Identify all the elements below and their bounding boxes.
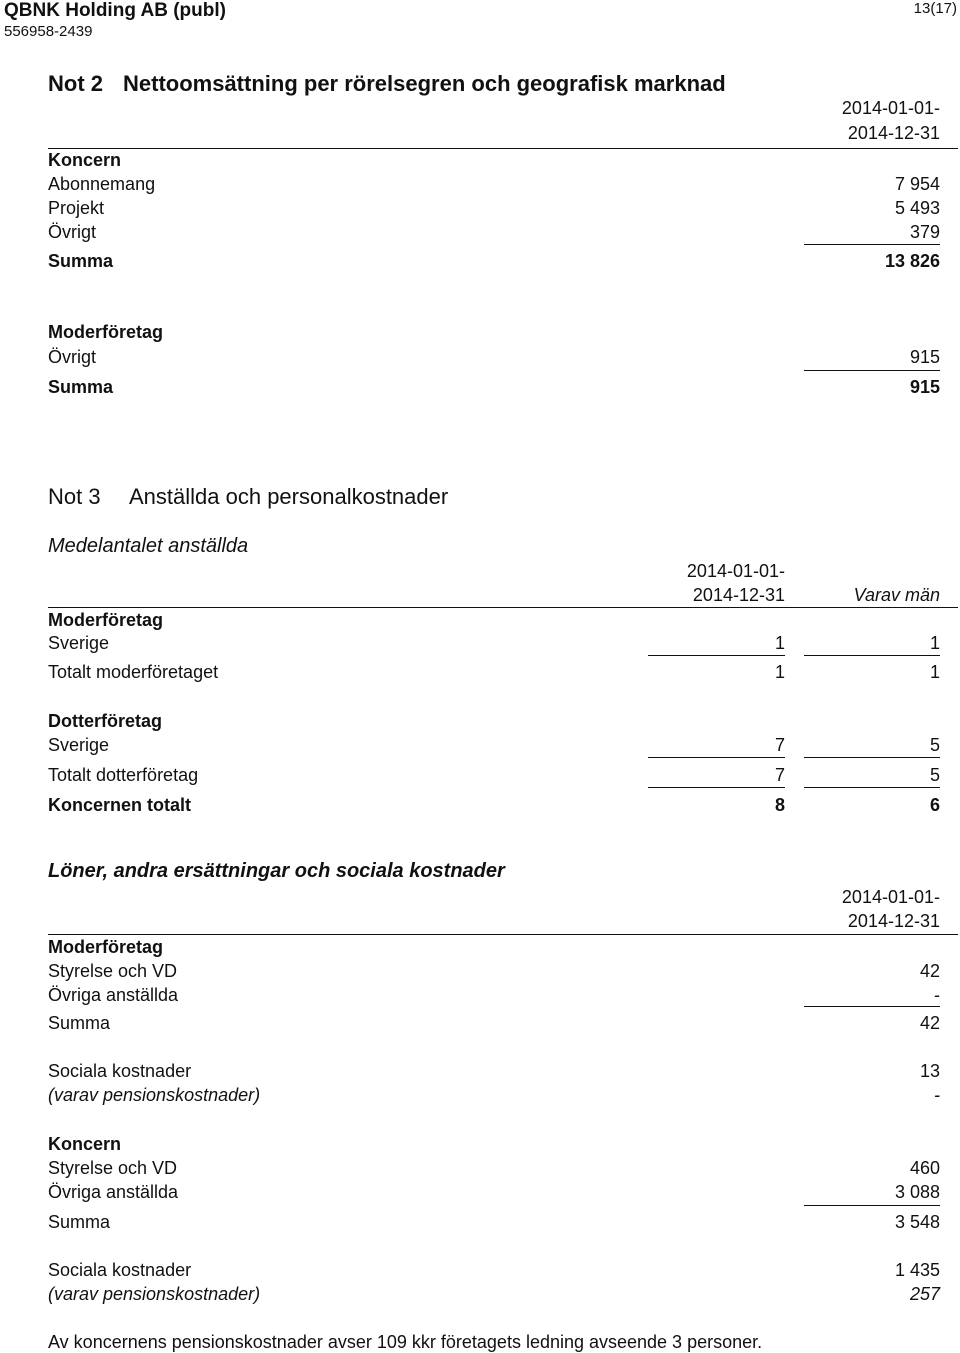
employees-moder-total-v1: 1 xyxy=(774,662,785,682)
note2-koncern-sum-rule xyxy=(804,244,940,245)
salaries-koncern-sum-value: 3 548 xyxy=(894,1212,940,1232)
salaries-koncern-pension-value: 257 xyxy=(909,1284,940,1304)
salaries-koncern-sum-label: Summa xyxy=(48,1212,111,1232)
employees-moder-total-label: Totalt moderföretaget xyxy=(48,662,219,682)
employees-grand-total-v2: 6 xyxy=(929,795,940,815)
employees-header-rule xyxy=(48,607,958,608)
salaries-period-line1: 2014-01-01- xyxy=(841,887,940,907)
salaries-moder-sum-label: Summa xyxy=(48,1013,111,1033)
employees-dotter-row-label: Sverige xyxy=(48,735,110,755)
note2-koncern-total-value: 13 826 xyxy=(884,251,940,271)
salaries-koncern-row2-value: 3 088 xyxy=(894,1182,940,1202)
salaries-moder-pension-label: (varav pensionskostnader) xyxy=(48,1085,261,1105)
employees-grand-total-label: Koncernen totalt xyxy=(48,795,192,815)
salaries-period-line2: 2014-12-31 xyxy=(847,911,940,931)
employees-moder-row-v1: 1 xyxy=(774,633,785,653)
employees-subtitle: Medelantalet anställda xyxy=(48,535,249,557)
note2-koncern-row-label: Abonnemang xyxy=(48,174,156,194)
employees-dotter-total-label: Totalt dotterföretag xyxy=(48,765,199,785)
note2-moder-total-value: 915 xyxy=(909,377,940,397)
note2-koncern-row-value: 7 954 xyxy=(894,174,940,194)
employees-moder-total-v2: 1 xyxy=(929,662,940,682)
company-name: QBNK Holding AB (publ) xyxy=(4,0,226,21)
employees-grand-total-v1: 8 xyxy=(774,795,785,815)
salaries-moder-row1-value: 42 xyxy=(919,961,940,981)
note3-title: Anställda och personalkostnader xyxy=(129,484,449,509)
employees-grand-rule-col2 xyxy=(804,787,940,788)
salaries-moder-social-label: Sociala kostnader xyxy=(48,1061,192,1081)
salaries-moder-row2-label: Övriga anställda xyxy=(48,985,179,1005)
note2-koncern-row-value: 379 xyxy=(909,222,940,242)
salaries-koncern-row1-label: Styrelse och VD xyxy=(48,1158,178,1178)
employees-moder-row-label: Sverige xyxy=(48,633,110,653)
salaries-moder-row1-label: Styrelse och VD xyxy=(48,961,178,981)
salaries-koncern-social-value: 1 435 xyxy=(894,1260,940,1280)
salaries-koncern-row1-value: 460 xyxy=(909,1158,940,1178)
note2-period-line2: 2014-12-31 xyxy=(847,123,940,143)
note2-number: Not 2 xyxy=(48,71,103,96)
note2-koncern-total-label: Summa xyxy=(48,251,114,271)
salaries-moder-social-value: 13 xyxy=(919,1061,940,1081)
employees-grand-rule-col1 xyxy=(648,787,785,788)
employees-dotter-heading: Dotterföretag xyxy=(48,711,163,731)
salaries-subtitle: Löner, andra ersättningar och sociala kostnader xyxy=(48,860,505,882)
note2-header-rule xyxy=(48,148,958,149)
note2-moder-row-value: 915 xyxy=(909,347,940,367)
employees-moder-rule-col1 xyxy=(648,655,785,656)
org-number: 556958-2439 xyxy=(4,23,93,40)
employees-col1-line2: 2014-12-31 xyxy=(692,585,785,605)
salaries-koncern-row2-label: Övriga anställda xyxy=(48,1182,179,1202)
employees-dotter-rule-col1 xyxy=(648,757,785,758)
note2-moder-row-label: Övrigt xyxy=(48,347,97,367)
note2-moder-heading: Moderföretag xyxy=(48,322,164,342)
employees-moder-rule-col2 xyxy=(804,655,940,656)
salaries-moder-sum-rule xyxy=(804,1006,940,1007)
salaries-koncern-social-label: Sociala kostnader xyxy=(48,1260,192,1280)
salaries-koncern-sum-rule xyxy=(804,1205,940,1206)
note2-koncern-heading: Koncern xyxy=(48,150,122,170)
note3-number: Not 3 xyxy=(48,484,101,509)
salaries-koncern-heading: Koncern xyxy=(48,1134,122,1154)
salaries-footnote: Av koncernens pensionskostnader avser 109 kkr företagets ledning avseende 3 personer. xyxy=(48,1332,763,1352)
note2-koncern-row-value: 5 493 xyxy=(894,198,940,218)
employees-dotter-row-v1: 7 xyxy=(774,735,785,755)
employees-dotter-row-v2: 5 xyxy=(929,735,940,755)
note2-title: Nettoomsättning per rörelsegren och geografisk marknad xyxy=(123,71,726,96)
salaries-koncern-pension-label: (varav pensionskostnader) xyxy=(48,1284,261,1304)
employees-dotter-total-v2: 5 xyxy=(929,765,940,785)
employees-dotter-total-v1: 7 xyxy=(774,765,785,785)
salaries-moder-pension-value: - xyxy=(934,1085,940,1105)
note2-koncern-row-label: Övrigt xyxy=(48,222,97,242)
employees-col2-header: Varav män xyxy=(853,585,940,605)
employees-moder-row-v2: 1 xyxy=(929,633,940,653)
salaries-header-rule xyxy=(48,934,958,935)
page-number: 13(17) xyxy=(913,0,957,17)
note2-koncern-row-label: Projekt xyxy=(48,198,105,218)
employees-dotter-rule-col2 xyxy=(804,757,940,758)
employees-moder-heading: Moderföretag xyxy=(48,610,164,630)
note2-moder-sum-rule xyxy=(804,370,940,371)
note2-moder-total-label: Summa xyxy=(48,377,114,397)
salaries-moder-row2-value: - xyxy=(934,985,940,1005)
salaries-moder-sum-value: 42 xyxy=(919,1013,940,1033)
salaries-moder-heading: Moderföretag xyxy=(48,937,164,957)
employees-col1-line1: 2014-01-01- xyxy=(686,561,785,581)
note2-period-line1: 2014-01-01- xyxy=(841,98,940,118)
